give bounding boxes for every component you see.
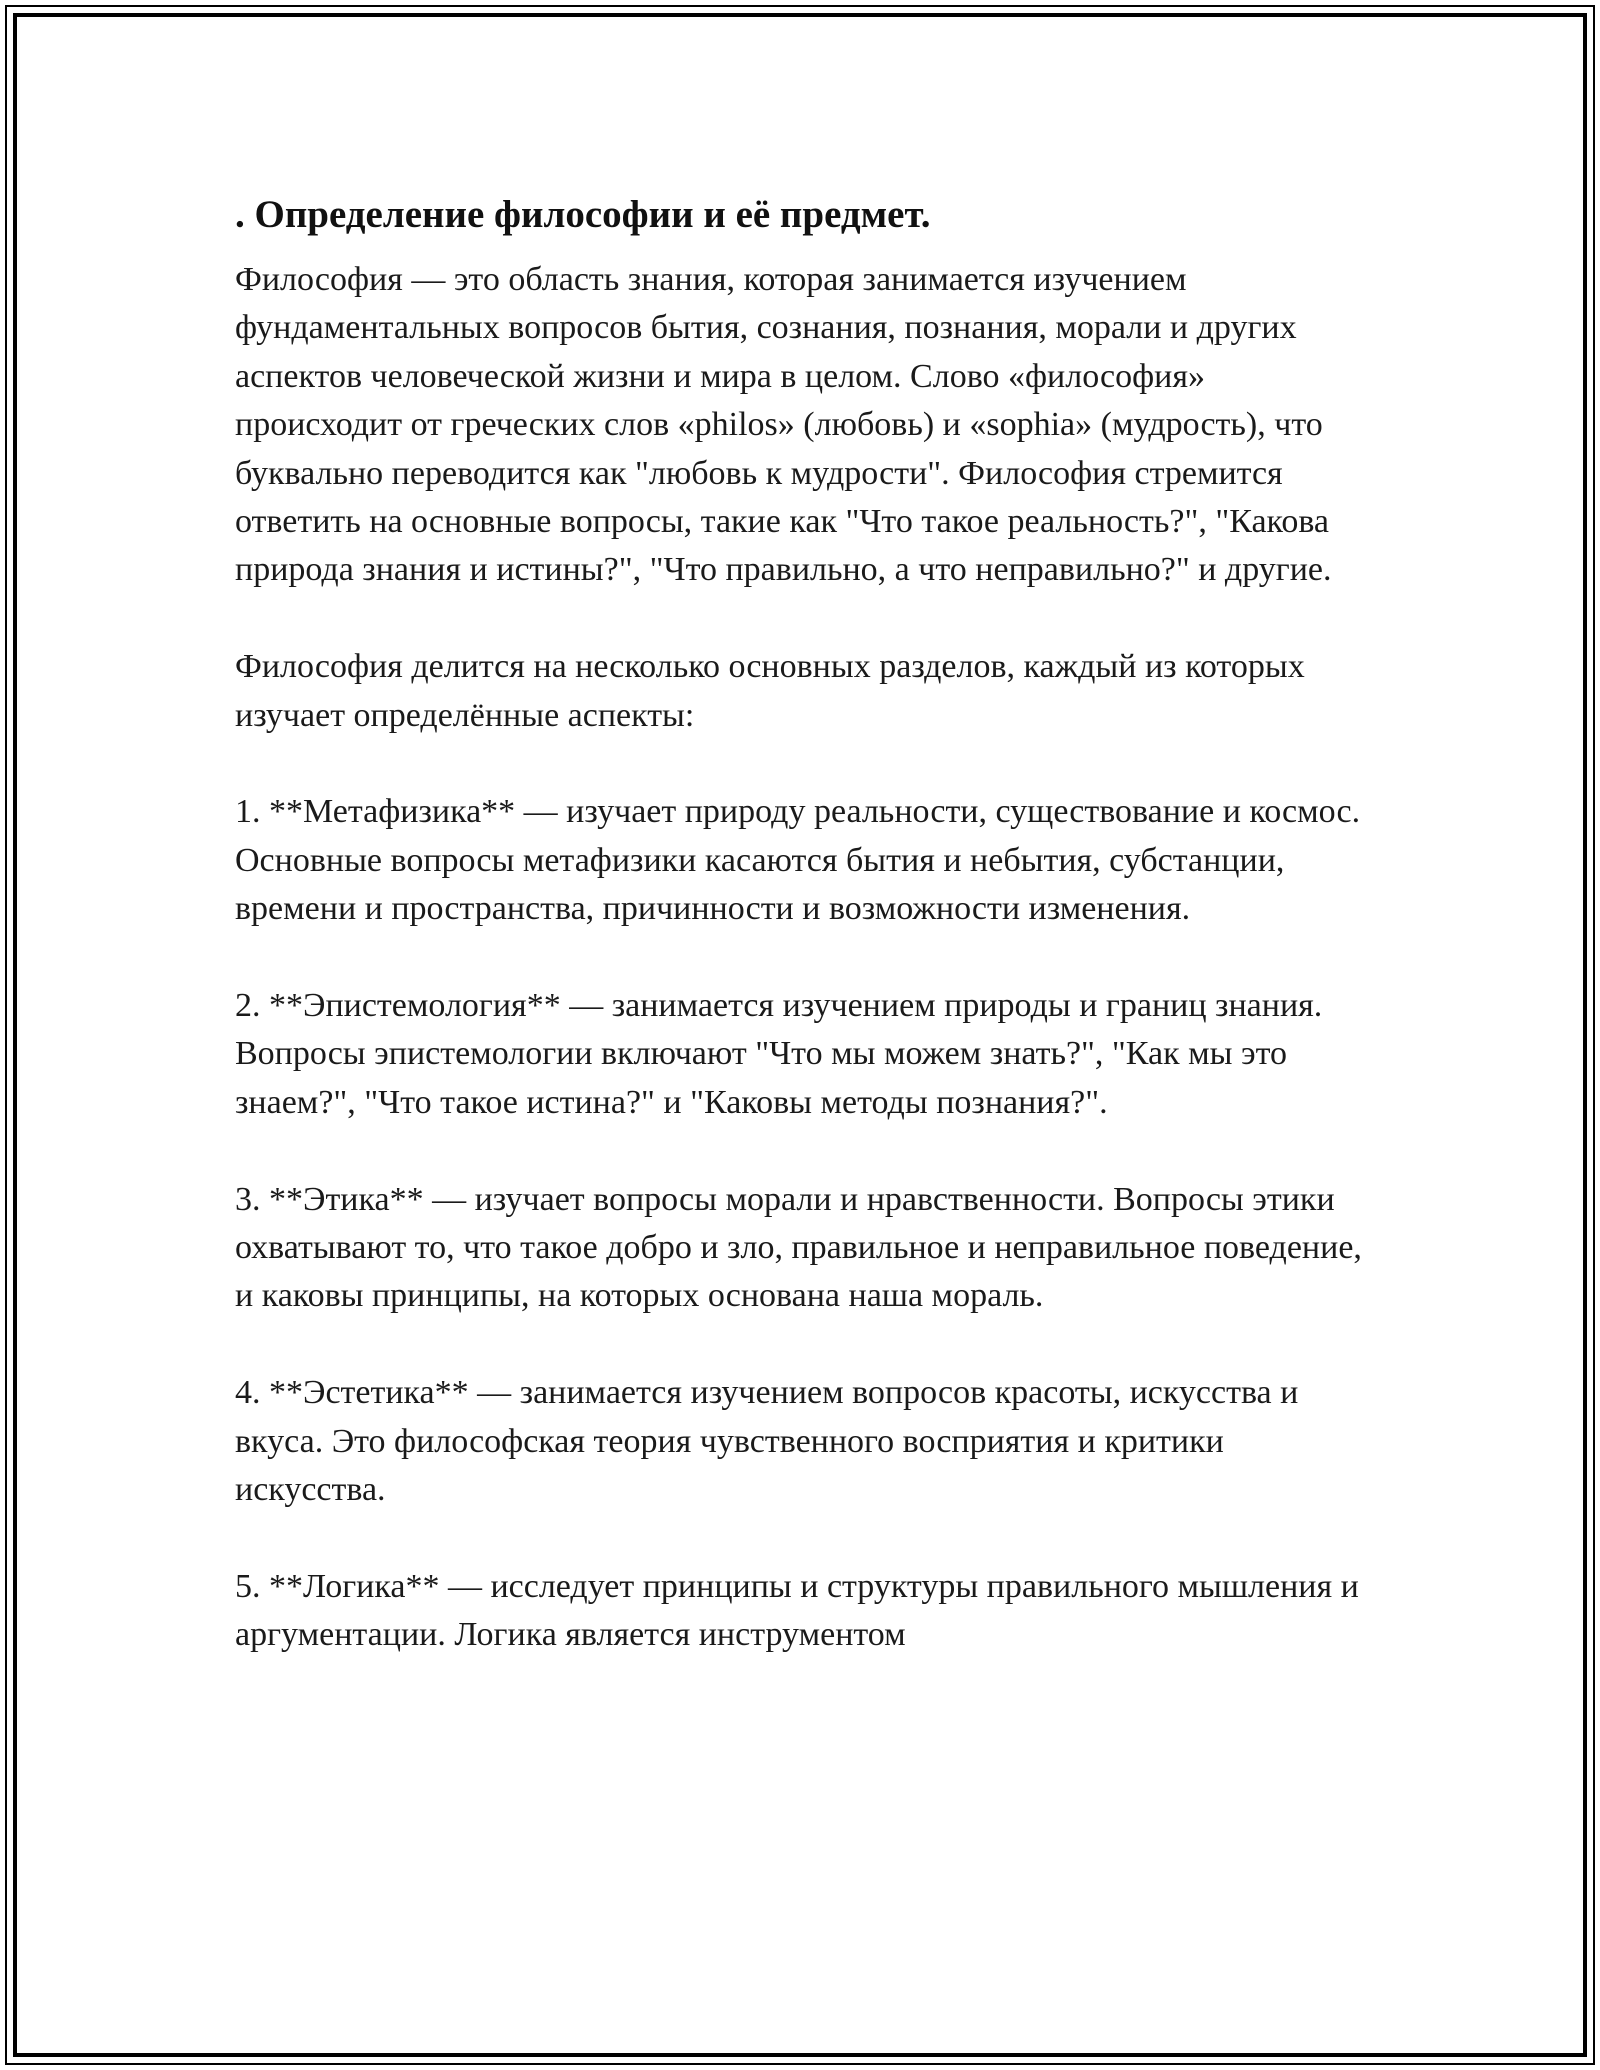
list-item-metaphysics: 1. **Метафизика** — изучает природу реальности, существование и космос. Основные вопросы метафизики касаются бытия и небытия, субстанции, времени и пространства, причинности и возможности изменения. bbox=[235, 793, 1361, 928]
paragraph-sections-intro: Философия делится на несколько основных разделов, каждый из которых изучает определённые аспекты: bbox=[235, 648, 1305, 734]
paragraph-definition: Философия — это область знания, которая занимается изучением фундаментальных вопросов бытия, сознания, познания, морали и других аспектов человеческой жизни и мира в целом. Слово «философия» происходит от греческих слов «philos» (любовь) и «sophia» (мудрость), что буквально переводится как "любовь к мудрости". Философия стремится ответить на основные вопросы, такие как "Что такое реальность?", "Какова природа знания и истины?", "Что правильно, а что неправильно?" и другие. bbox=[235, 261, 1332, 589]
list-item-logic: 5. **Логика** — исследует принципы и структуры правильного мышления и аргументации. Логика является инструментом bbox=[235, 1567, 1359, 1654]
document-body bbox=[235, 186, 1375, 1660]
list-item-ethics: 3. **Этика** — изучает вопросы морали и нравственности. Вопросы этики охватывают то, что такое добро и зло, правильное и неправильное поведение, и каковы принципы, на которых основана наша мораль. bbox=[235, 1180, 1362, 1315]
list-item-epistemology: 2. **Эпистемология** — занимается изучением природы и границ знания. Вопросы эпистемологии включают "Что мы можем знать?", "Как мы это знаем?", "Что такое истина?" и "Каковы методы познания?". bbox=[235, 987, 1323, 1121]
document-title: . Определение философии и её предмет. bbox=[235, 193, 931, 236]
list-item-aesthetics: 4. **Эстетика** — занимается изучением вопросов красоты, искусства и вкуса. Это философская теория чувственного восприятия и критики искусства. bbox=[235, 1374, 1299, 1509]
